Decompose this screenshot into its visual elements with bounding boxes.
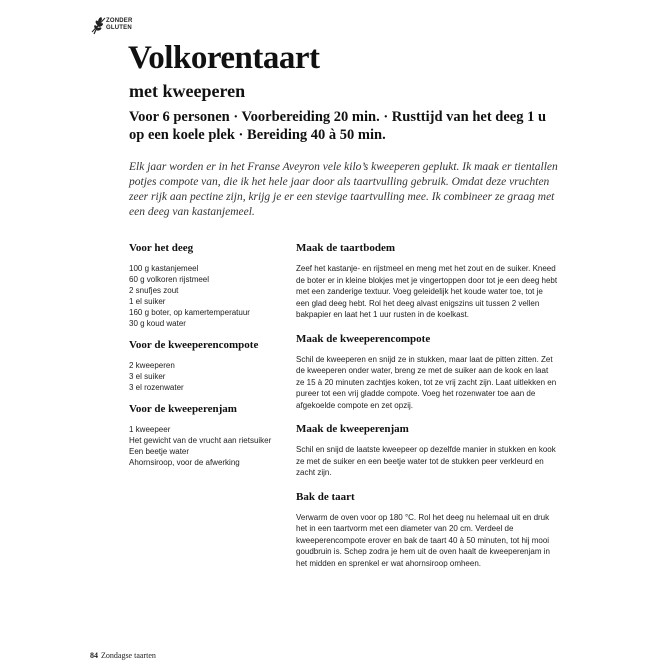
method-step [296,242,558,321]
method-step [296,333,558,412]
step-text: Schil de kweeperen en snijd ze in stukken, maar laat de pitten zitten. Zet de kweeperen onder water, breng ze met de suiker aan de kook en laat ze 15 à 20 minuten zachtjes koken, tot ze vrij zacht zijn. Laat uitlekken en pureer tot een vrij gladde compote. Voeg het rozenwater toe aan de afgekoelde compote en zet opzij. [296,354,557,410]
ingredient-item: 2 kweeperen [129,361,175,370]
badge-line-2: GLUTEN [106,25,132,31]
step-text: Verwarm de oven voor op 180 °C. Rol het deeg nu helemaal uit en druk het in een taartvorm met een diameter van 20 cm. Verdeel de kweeperencompote erover en bak de taart 40 à 50 minuten, tot hij mooi goudbruin is. Schep zodra je hem uit de oven haalt de kweeperenjam in het midden en sprenkel er wat ahornsiroop omheen. [296,512,550,568]
page-number: 84 [90,651,98,660]
ingredient-group [129,339,279,393]
ingredient-heading: Voor de kweeperenjam [129,403,237,415]
ingredient-item: 100 g kastanjemeel [129,264,199,273]
ingredient-group [129,403,279,468]
ingredient-item: 1 kweepeer [129,425,171,434]
step-heading: Maak de kweeperenjam [296,423,409,435]
gluten-free-badge [91,15,133,37]
ingredient-item: 30 g koud water [129,319,186,328]
recipe-intro: Elk jaar worden er in het Franse Aveyron vele kilo’s kweeperen geplukt. Ik maak er tientallen potjes compote van, die ik het hele jaar door als taartvulling gebruik. Omdat deze vruchten zeer rijk aan pectine zijn, krijg je er een stevige taartvulling mee. Ik combineer ze graag met een deeg van kastanjemeel. [129,161,558,218]
ingredient-item: Ahornsiroop, voor de afwerking [129,458,240,467]
step-text: Zeef het kastanje- en rijstmeel en meng met het zout en de suiker. Kneed de boter er in kleine blokjes met je vingertoppen door tot je een deeg hebt met een zanderige textuur. Voeg geleidelijk het koude water toe, tot je een glad deeg hebt. Rol het deeg alvast enigszins uit tussen 2 vellen bakpapier en laat het 1 uur rusten in de koelkast. [296,264,558,319]
step-heading: Maak de taartbodem [296,242,395,254]
ingredient-heading: Voor de kweeperencompote [129,339,259,351]
ingredient-item: 2 snufjes zout [129,286,179,295]
ingredient-item: 160 g boter, op kamertemperatuur [129,308,250,317]
step-text: Schil en snijd de laatste kweepeer op dezelfde manier in stukken en kook ze met de suiker en een beetje water tot de stukken peer verkleurd en zacht zijn. [296,445,556,477]
ingredient-item: 60 g volkoren rijstmeel [129,275,210,284]
ingredient-item: Een beetje water [129,447,190,456]
ingredient-list [129,360,279,393]
method-step [296,423,558,479]
ingredient-item: Het gewicht van de vrucht aan rietsuiker [129,436,272,445]
ingredient-list [129,424,279,468]
step-heading: Maak de kweeperencompote [296,332,431,345]
ingredient-group [129,242,279,329]
badge-line-1: ZONDER [106,18,133,24]
ingredients-column [129,242,279,478]
ingredient-item: 3 el suiker [129,372,166,381]
ingredient-heading: Voor het deeg [129,242,194,254]
recipe-info: Voor 6 personen · Voorbereiding 20 min. · Rusttijd van het deeg 1 u op een koele plek · Bereiding 40 à 50 min. [129,109,547,143]
section-name: Zondagse taarten [101,651,156,660]
method-column [296,242,558,581]
wheat-icon [91,15,107,35]
ingredient-item: 3 el rozenwater [129,383,184,392]
ingredient-list [129,263,279,329]
method-step [296,491,558,570]
recipe-subtitle: met kweeperen [129,81,246,101]
recipe-title: Volkorentaart [128,40,320,76]
page-footer [90,651,156,660]
ingredient-item: 1 el suiker [129,297,166,306]
step-heading: Bak de taart [296,490,355,503]
